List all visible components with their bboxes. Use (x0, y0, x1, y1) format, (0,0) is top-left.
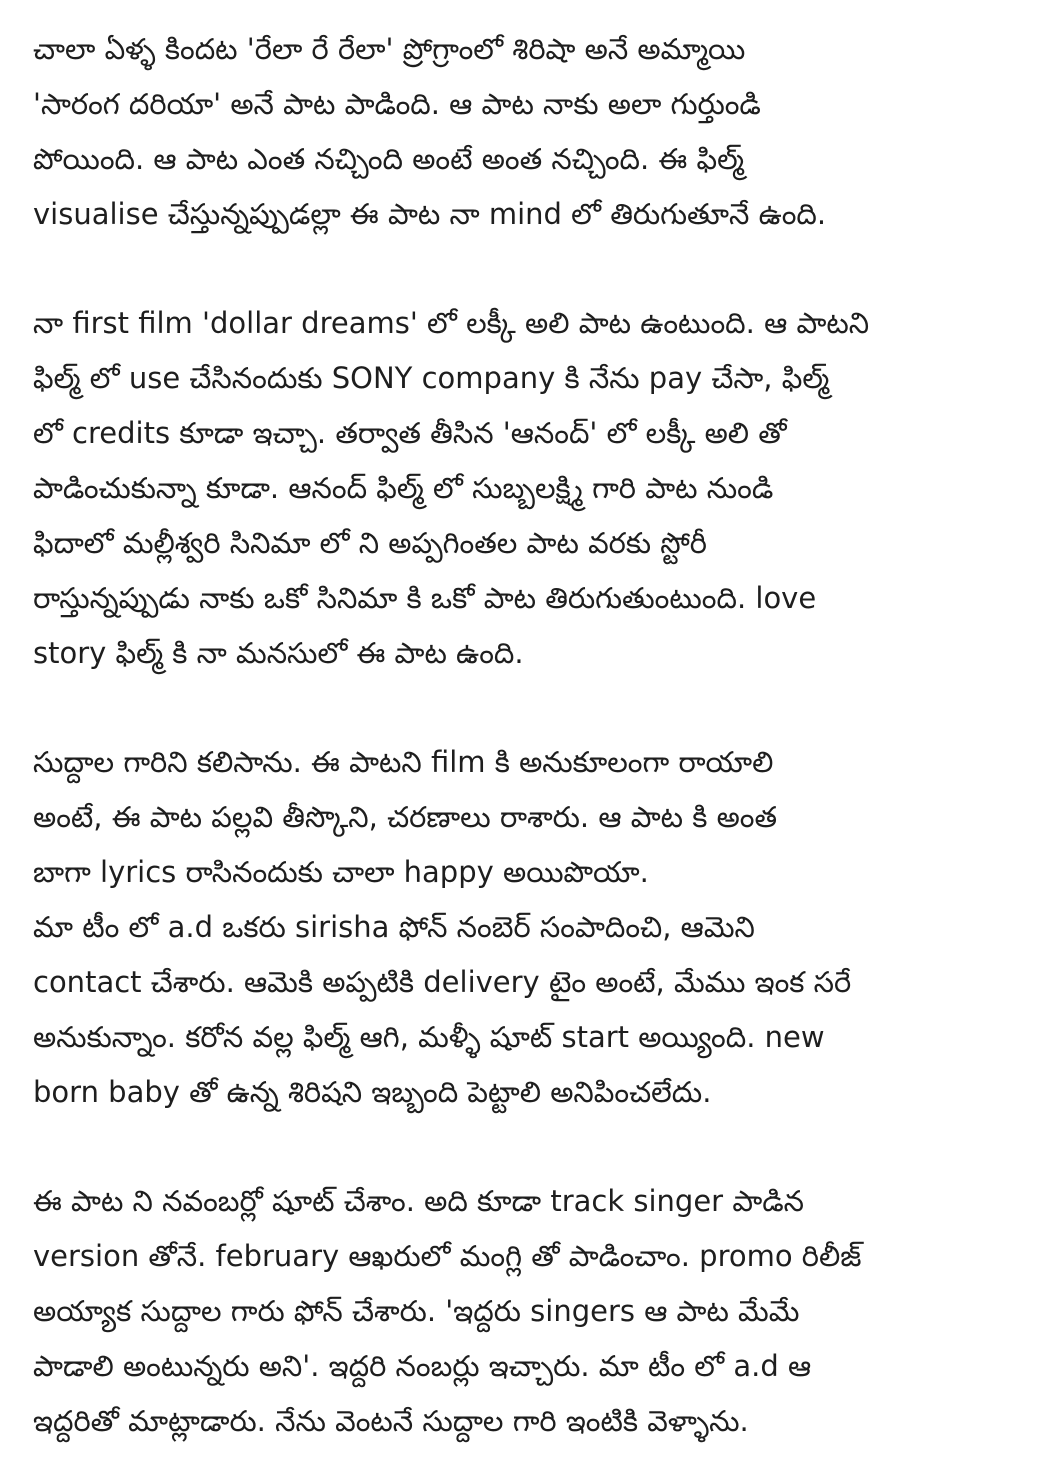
text-line: చాలా ఏళ్ళ కిందట 'రేలా రే రేలా' ప్రోగ్రాంలో శిరిషా అనే అమ్మాయి (33, 32, 746, 66)
text-line: ఫిదాలో మల్లీశ్వరి సినిమా లో ని అప్పగింతల పాట వరకు స్టోరీ (33, 526, 707, 560)
paragraph-1 (33, 22, 1025, 242)
text-line: 'సారంగ దరియా' అనే పాట పాడింది. ఆ పాట నాకు అలా గుర్తుండి (33, 87, 761, 121)
text-line: రాస్తున్నప్పుడు నాకు ఒకో సినిమా కి ఒకో పాట తిరుగుతుంటుంది. love (33, 581, 817, 615)
paragraph-4 (33, 1174, 1025, 1449)
text-line: visualise చేస్తున్నప్పుడల్లా ఈ పాట నా mind లో తిరుగుతూనే ఉంది. (33, 197, 827, 231)
text-line: అంటే, ఈ పాట పల్లవి తీస్కొని, చరణాలు రాశారు. ఆ పాట కి అంత (33, 800, 778, 834)
text-line: born baby తో ఉన్న శిరిషని ఇబ్బంది పెట్టాలి అనిపించలేదు. (33, 1075, 712, 1109)
text-line: పాడాలి అంటున్నరు అని'. ఇద్దరి నంబర్లు ఇచ్చారు. మా టీం లో a.d ఆ (33, 1349, 812, 1383)
text-line: పాడించుకున్నా కూడా. ఆనంద్ ఫిల్మ్ లో సుబ్బలక్ష్మి గారి పాట నుండి (33, 471, 774, 505)
text-line: బాగా lyrics రాసినందుకు చాలా happy అయిపొయా. (33, 855, 649, 889)
text-line: సుద్దాల గారిని కలిసాను. ఈ పాటని film కి అనుకూలంగా రాయాలి (33, 745, 774, 779)
text-line: version తోనే. february ఆఖరులో మంగ్లి తో పాడించాం. promo రిలీజ్ (33, 1239, 862, 1273)
text-line: లో credits కూడా ఇచ్చా. తర్వాత తీసిన 'ఆనంద్' లో లక్కీ అలి తో (33, 416, 787, 450)
paragraph-2 (33, 296, 1025, 681)
text-line: ఫిల్మ్ లో use చేసినందుకు SONY company కి నేను pay చేసా, ఫిల్మ్ (33, 361, 830, 395)
text-line: నా first film 'dollar dreams' లో లక్కీ అలి పాట ఉంటుంది. ఆ పాటని (33, 306, 870, 340)
text-line: ఈ పాట ని నవంబర్లో షూట్ చేశాం. అది కూడా track singer పాడిన (33, 1184, 805, 1218)
text-line: ఇద్దరితో మాట్లాడారు. నేను వెంటనే సుద్దాల గారి ఇంటికి వెళ్ళాను. (33, 1404, 749, 1438)
text-line: అయ్యాక సుద్దాల గారు ఫోన్ చేశారు. 'ఇద్దరు singers ఆ పాట మేమే (33, 1294, 800, 1328)
text-line: story ఫిల్మ్ కి నా మనసులో ఈ పాట ఉంది. (33, 636, 524, 670)
text-line: అనుకున్నాం. కరోన వల్ల ఫిల్మ్ ఆగి, మళ్ళీ షూట్ start అయ్యింది. new (33, 1020, 825, 1054)
text-line: పోయింది. ఆ పాట ఎంత నచ్చింది అంటే అంత నచ్చింది. ఈ ఫిల్మ్ (33, 142, 745, 176)
text-line: మా టీం లో a.d ఒకరు sirisha ఫోన్ నంబెర్ సంపాదించి, ఆమెని (33, 910, 755, 944)
paragraph-3 (33, 735, 1025, 1120)
text-line: contact చేశారు. ఆమెకి అప్పటికి delivery టైం అంటే, మేము ఇంక సరే (33, 965, 852, 999)
